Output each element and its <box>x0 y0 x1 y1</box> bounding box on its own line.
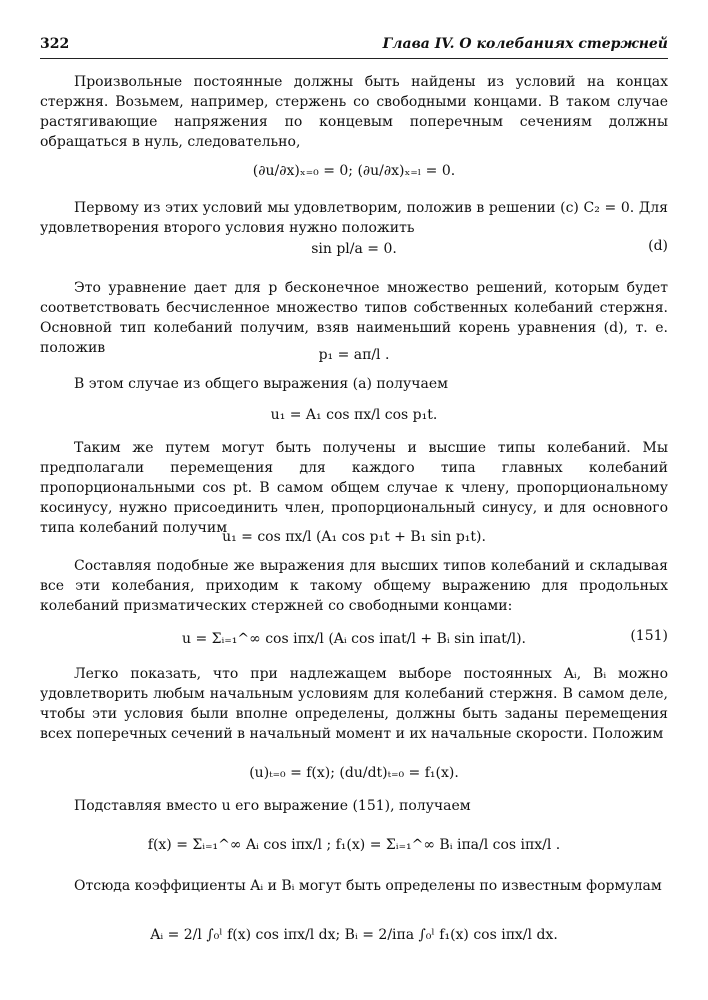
paragraph-roots: Это уравнение дает для p бесконечное множество решений, которым будет соответствовать бесчисленное множество типов собственных колебаний стержня. Основной тип колебаний получим, взяв наименьший корень уравнения (d), т. е. положив <box>40 280 668 356</box>
paragraph-initial-conditions: Легко показать, что при надлежащем выборе постоянных Aᵢ, Bᵢ можно удовлетворить любым начальным условиям для колебаний стержня. В самом деле, чтобы эти условия были вполне определены, должны быть заданы перемещения всех поперечных сечений в начальный момент и их начальные скорости. Положим <box>40 666 668 742</box>
running-title: Глава IV. О колебаниях стержней <box>382 36 668 52</box>
paragraph-higher-modes: Таким же путем могут быть получены и высшие типы колебаний. Мы предполагали перемещения для каждого типа главных колебаний пропорциональными cos pt. В самом общем случае к члену, пропорциональному косинусу, нужно присоединить член, пропорциональный синусу, и для основного типа колебаний получим <box>40 440 668 536</box>
equation-151-label: (151) <box>630 628 668 644</box>
paragraph-coefficients: Отсюда коэффициенты Aᵢ и Bᵢ могут быть определены по известным формулам <box>74 878 662 894</box>
equation-d: sin pl/a = 0. <box>311 241 397 257</box>
paragraph-substitution: Подставляя вместо u его выражение (151), получаем <box>74 798 471 814</box>
equation-series: f(x) = Σᵢ₌₁^∞ Aᵢ cos iπx/l ; f₁(x) = Σᵢ₌₁^∞ Bᵢ iπa/l cos iπx/l . <box>147 837 561 853</box>
page-header <box>40 36 668 59</box>
equation-boundary: (∂u/∂x)ₓ₌₀ = 0; (∂u/∂x)ₓ₌ₗ = 0. <box>252 163 456 179</box>
equation-151: u = Σᵢ₌₁^∞ cos iπx/l (Aᵢ cos iπat/l + Bᵢ sin iπat/l). <box>182 631 526 647</box>
equation-p1: p₁ = aπ/l . <box>318 347 390 363</box>
equation-coefficients: Aᵢ = 2/l ∫₀ˡ f(x) cos iπx/l dx; Bᵢ = 2/iπa ∫₀ˡ f₁(x) cos iπx/l dx. <box>150 927 558 943</box>
equation-u1: u₁ = A₁ cos πx/l cos p₁t. <box>270 407 438 423</box>
paragraph-summation: Составляя подобные же выражения для высших типов колебаний и складывая все эти колебания, приходим к такому общему выражению для продольных колебаний призматических стержней со свободными концами: <box>40 558 668 614</box>
paragraph-general-expression: В этом случае из общего выражения (a) получаем <box>74 376 449 392</box>
equation-d-label: (d) <box>648 238 668 254</box>
equation-u1-full: u₁ = cos πx/l (A₁ cos p₁t + B₁ sin p₁t). <box>222 529 486 545</box>
paragraph-first-condition: Первому из этих условий мы удовлетворим, положив в решении (c) C₂ = 0. Для удовлетворения второго условия нужно положить <box>40 200 668 236</box>
page-number: 322 <box>40 36 70 52</box>
equation-initial: (u)ₜ₌₀ = f(x); (du/dt)ₜ₌₀ = f₁(x). <box>249 765 459 781</box>
paragraph-boundary-conditions: Произвольные постоянные должны быть найдены из условий на концах стержня. Возьмем, например, стержень со свободными концами. В таком случае растягивающие напряжения по концевым поперечным сечениям должны обращаться в нуль, следовательно, <box>40 74 668 150</box>
